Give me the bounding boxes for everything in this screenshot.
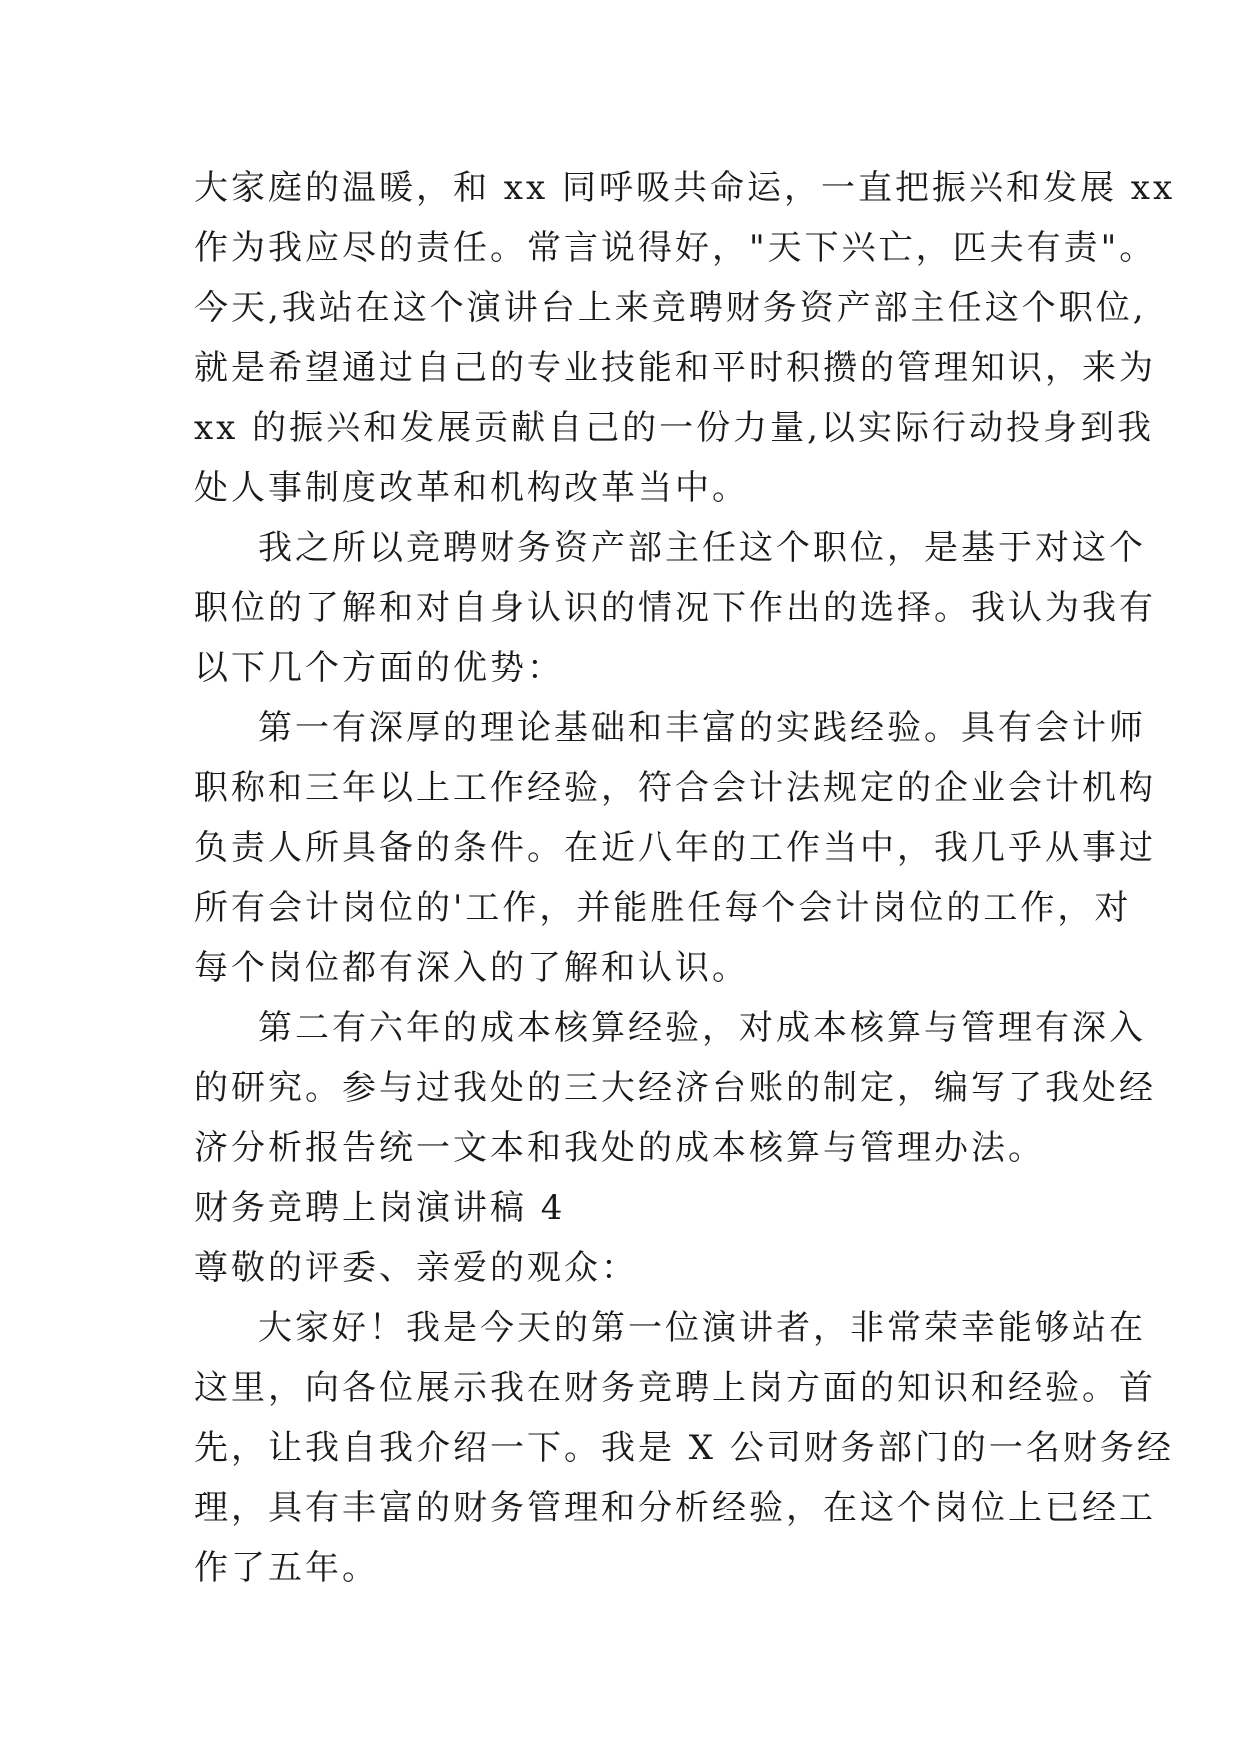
text-line: 今天,我站在这个演讲台上来竞聘财务资产部主任这个职位,: [194, 288, 1147, 328]
text-line: 大家庭的温暖，和 xx 同呼吸共命运，一直把振兴和发展 xx: [194, 168, 1176, 208]
text-line: 理，具有丰富的财务管理和分析经验，在这个岗位上已经工: [194, 1488, 1156, 1528]
text-line: 这里，向各位展示我在财务竞聘上岗方面的知识和经验。首: [194, 1368, 1156, 1408]
text-line: 所有会计岗位的'工作，并能胜任每个会计岗位的工作，对: [194, 888, 1132, 928]
text-line: 大家好！我是今天的第一位演讲者，非常荣幸能够站在: [258, 1308, 1146, 1348]
text-line: 我之所以竞聘财务资产部主任这个职位，是基于对这个: [258, 528, 1146, 568]
text-line: 作了五年。: [194, 1548, 379, 1588]
text-line: 第一有深厚的理论基础和丰富的实践经验。具有会计师: [258, 708, 1146, 748]
text-line: 济分析报告统一文本和我处的成本核算与管理办法。: [194, 1128, 1045, 1168]
section-title: 财务竞聘上岗演讲稿 4: [194, 1188, 566, 1228]
salutation: 尊敬的评委、亲爱的观众：: [194, 1248, 638, 1288]
text-line: xx 的振兴和发展贡献自己的一份力量,以实际行动投身到我: [194, 408, 1154, 448]
text-line: 第二有六年的成本核算经验，对成本核算与管理有深入: [258, 1008, 1146, 1048]
text-line: 负责人所具备的条件。在近八年的工作当中，我几乎从事过: [194, 828, 1156, 868]
text-line: 作为我应尽的责任。常言说得好，"天下兴亡，匹夫有责"。: [194, 228, 1157, 268]
text-line: 以下几个方面的优势：: [194, 648, 564, 688]
text-line: 先，让我自我介绍一下。我是 X 公司财务部门的一名财务经: [194, 1428, 1174, 1468]
text-line: 每个岗位都有深入的了解和认识。: [194, 948, 749, 988]
text-line: 就是希望通过自己的专业技能和平时积攒的管理知识，来为: [194, 348, 1156, 388]
text-line: 处人事制度改革和机构改革当中。: [194, 468, 749, 508]
text-line: 职称和三年以上工作经验，符合会计法规定的企业会计机构: [194, 768, 1156, 808]
text-line: 职位的了解和对自身认识的情况下作出的选择。我认为我有: [194, 588, 1156, 628]
text-line: 的研究。参与过我处的三大经济台账的制定，编写了我处经: [194, 1068, 1156, 1108]
